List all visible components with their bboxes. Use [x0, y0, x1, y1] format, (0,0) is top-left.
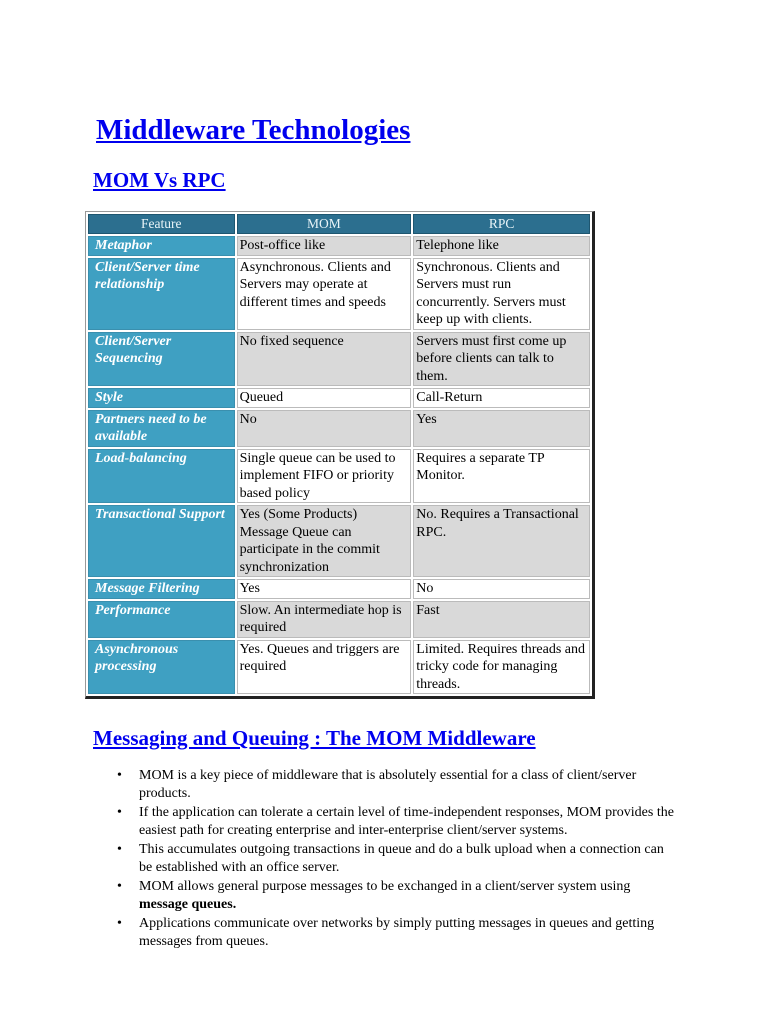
mom-cell: Single queue can be used to implement FIFO or priority based policy — [237, 449, 412, 504]
mom-cell: Queued — [237, 388, 412, 408]
list-item — [117, 841, 677, 876]
rpc-cell: Synchronous. Clients and Servers must run concurrently. Servers must keep up with clients. — [413, 258, 590, 330]
table-row — [88, 505, 590, 577]
column-header-mom: MOM — [237, 214, 412, 234]
list-item-bold-text: message queues. — [139, 896, 237, 912]
list-item — [117, 915, 677, 950]
feature-cell: Performance — [88, 601, 235, 638]
bullet-icon: • — [117, 879, 122, 894]
table-header-row — [88, 214, 590, 234]
rpc-cell: Requires a separate TP Monitor. — [413, 449, 590, 504]
list-item-text: MOM is a key piece of middleware that is absolutely essential for a class of client/server products. — [139, 768, 637, 801]
bullet-icon: • — [117, 768, 122, 783]
rpc-cell: Servers must first come up before clients can talk to them. — [413, 332, 590, 387]
list-item — [117, 878, 677, 913]
feature-cell: Asynchronous processing — [88, 640, 235, 695]
bullet-icon: • — [117, 805, 122, 820]
feature-cell: Load-balancing — [88, 449, 235, 504]
list-item-text: Applications communicate over networks by simply putting messages in queues and getting messages from queues. — [139, 916, 655, 949]
list-item-text: This accumulates outgoing transactions in queue and do a bulk upload when a connection can be established with an office server. — [139, 842, 664, 875]
table-row — [88, 332, 590, 387]
list-item-text: If the application can tolerate a certain level of time-independent responses, MOM provides the easiest path for creating enterprise and inter-enterprise client/server systems. — [139, 805, 674, 838]
rpc-cell: Call-Return — [413, 388, 590, 408]
rpc-cell: Limited. Requires threads and tricky code for managing threads. — [413, 640, 590, 695]
list-item — [117, 767, 677, 802]
page-title: Middleware Technologies — [96, 114, 411, 146]
rpc-cell: No. Requires a Transactional RPC. — [413, 505, 590, 577]
mom-cell: Post-office like — [237, 236, 412, 256]
table-row — [88, 579, 590, 599]
mom-cell: Asynchronous. Clients and Servers may operate at different times and speeds — [237, 258, 412, 330]
mom-cell: Slow. An intermediate hop is required — [237, 601, 412, 638]
table-row — [88, 258, 590, 330]
table-row — [88, 410, 590, 447]
feature-cell: Metaphor — [88, 236, 235, 256]
table-row — [88, 236, 590, 256]
column-header-feature: Feature — [88, 214, 235, 234]
table-row — [88, 388, 590, 408]
mom-cell: Yes (Some Products) Message Queue can participate in the commit synchronization — [237, 505, 412, 577]
section-heading-mom-vs-rpc: MOM Vs RPC — [93, 168, 226, 192]
bullet-icon: • — [117, 916, 122, 931]
column-header-rpc: RPC — [413, 214, 590, 234]
mom-cell: No — [237, 410, 412, 447]
list-item-text: MOM allows general purpose messages to be exchanged in a client/server system using — [139, 879, 631, 894]
rpc-cell: Telephone like — [413, 236, 590, 256]
mom-cell: No fixed sequence — [237, 332, 412, 387]
feature-cell: Client/Server time relationship — [88, 258, 235, 330]
rpc-cell: Fast — [413, 601, 590, 638]
comparison-table — [85, 211, 595, 699]
mom-cell: Yes — [237, 579, 412, 599]
feature-cell: Client/Server Sequencing — [88, 332, 235, 387]
feature-cell: Transactional Support — [88, 505, 235, 577]
mom-cell: Yes. Queues and triggers are required — [237, 640, 412, 695]
rpc-cell: No — [413, 579, 590, 599]
list-item — [117, 804, 677, 839]
bullet-icon: • — [117, 842, 122, 857]
feature-cell: Style — [88, 388, 235, 408]
feature-cell: Partners need to be available — [88, 410, 235, 447]
table-row — [88, 449, 590, 504]
table-row — [88, 601, 590, 638]
section-heading-messaging-queuing: Messaging and Queuing : The MOM Middleware — [93, 726, 536, 750]
feature-cell: Message Filtering — [88, 579, 235, 599]
bullet-list — [117, 767, 677, 952]
table-row — [88, 640, 590, 695]
rpc-cell: Yes — [413, 410, 590, 447]
